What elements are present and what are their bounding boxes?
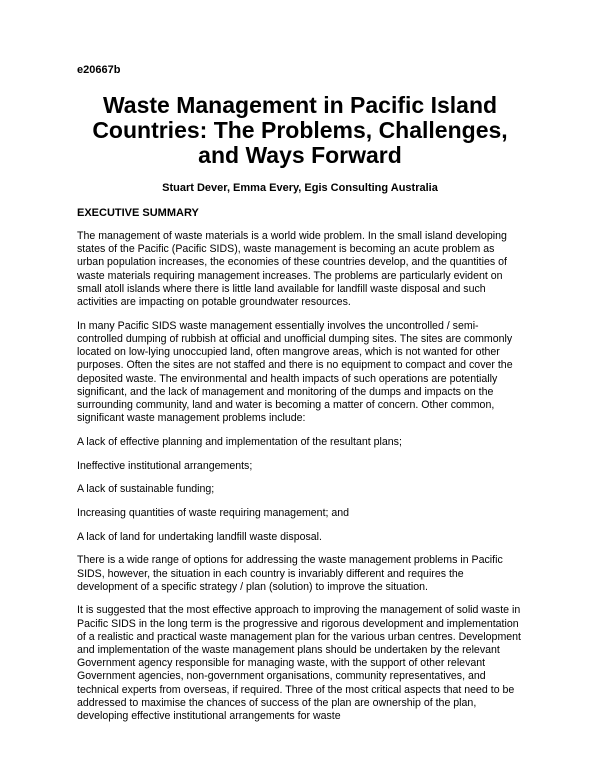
document-id: e20667b — [77, 64, 121, 76]
paragraph-intro: The management of waste materials is a world wide problem. In the small island developing states of the Pacific (Pacific SIDS), waste management is becoming an acute problem as urban population increases, the economies of these countries develop, and the quantities of waste materials requiring management increases. The problems are particularly evident on small atoll islands where there is little land available for landfill waste disposal and such activities are impacting on potable groundwater resources. — [77, 230, 507, 309]
problem-item: A lack of land for undertaking landfill waste disposal. — [77, 530, 322, 543]
paragraph-dumping: In many Pacific SIDS waste management essentially involves the uncontrolled / semi-controlled dumping of rubbish at official and unofficial dumping sites. The sites are commonly located on low-lying unoccupied land, often mangrove areas, which is not wanted for other purposes. Often the sites are not staffed and there is no equipment to compact and cover the deposited waste. The environmental and health impacts of such operations are potentially significant, and the lack of management and monitoring of the dumps and impacts on the surrounding community, land and water is becoming a matter of concern. Other common, significant waste management problems include: — [77, 319, 513, 425]
paragraph-approach: It is suggested that the most effective approach to improving the management of solid waste in Pacific SIDS in the long term is the progressive and rigorous development and implementation of a realistic and practical waste management plan for the various urban centres. Development and implementation of the waste management plans should be undertaken by the relevant Government agency responsible for managing waste, with the support of other relevant Government agencies, non-government organisations, community representatives, and technical experts from overseas, if required. Three of the most critical aspects that need to be addressed to maximise the chances of success of the plan are ownership of the plan, developing effective institutional arrangements for waste — [77, 604, 521, 723]
problem-item: Increasing quantities of waste requiring management; and — [77, 506, 350, 519]
document-page — [77, 63, 523, 734]
paragraph-options: There is a wide range of options for addressing the waste management problems in Pacific SIDS, however, the situation in each country is invariably different and requires the development of a specific strategy / plan (solution) to improve the situation. — [77, 554, 503, 593]
problem-item: Ineffective institutional arrangements; — [77, 459, 253, 472]
paper-authors: Stuart Dever, Emma Every, Egis Consulting Australia — [162, 182, 438, 194]
section-heading: EXECUTIVE SUMMARY — [77, 207, 199, 219]
paper-title: Waste Management in Pacific Island Countries: The Problems, Challenges, and Ways Forward — [92, 92, 508, 168]
problem-item: A lack of sustainable funding; — [77, 483, 215, 496]
problem-item: A lack of effective planning and implementation of the resultant plans; — [77, 435, 402, 448]
